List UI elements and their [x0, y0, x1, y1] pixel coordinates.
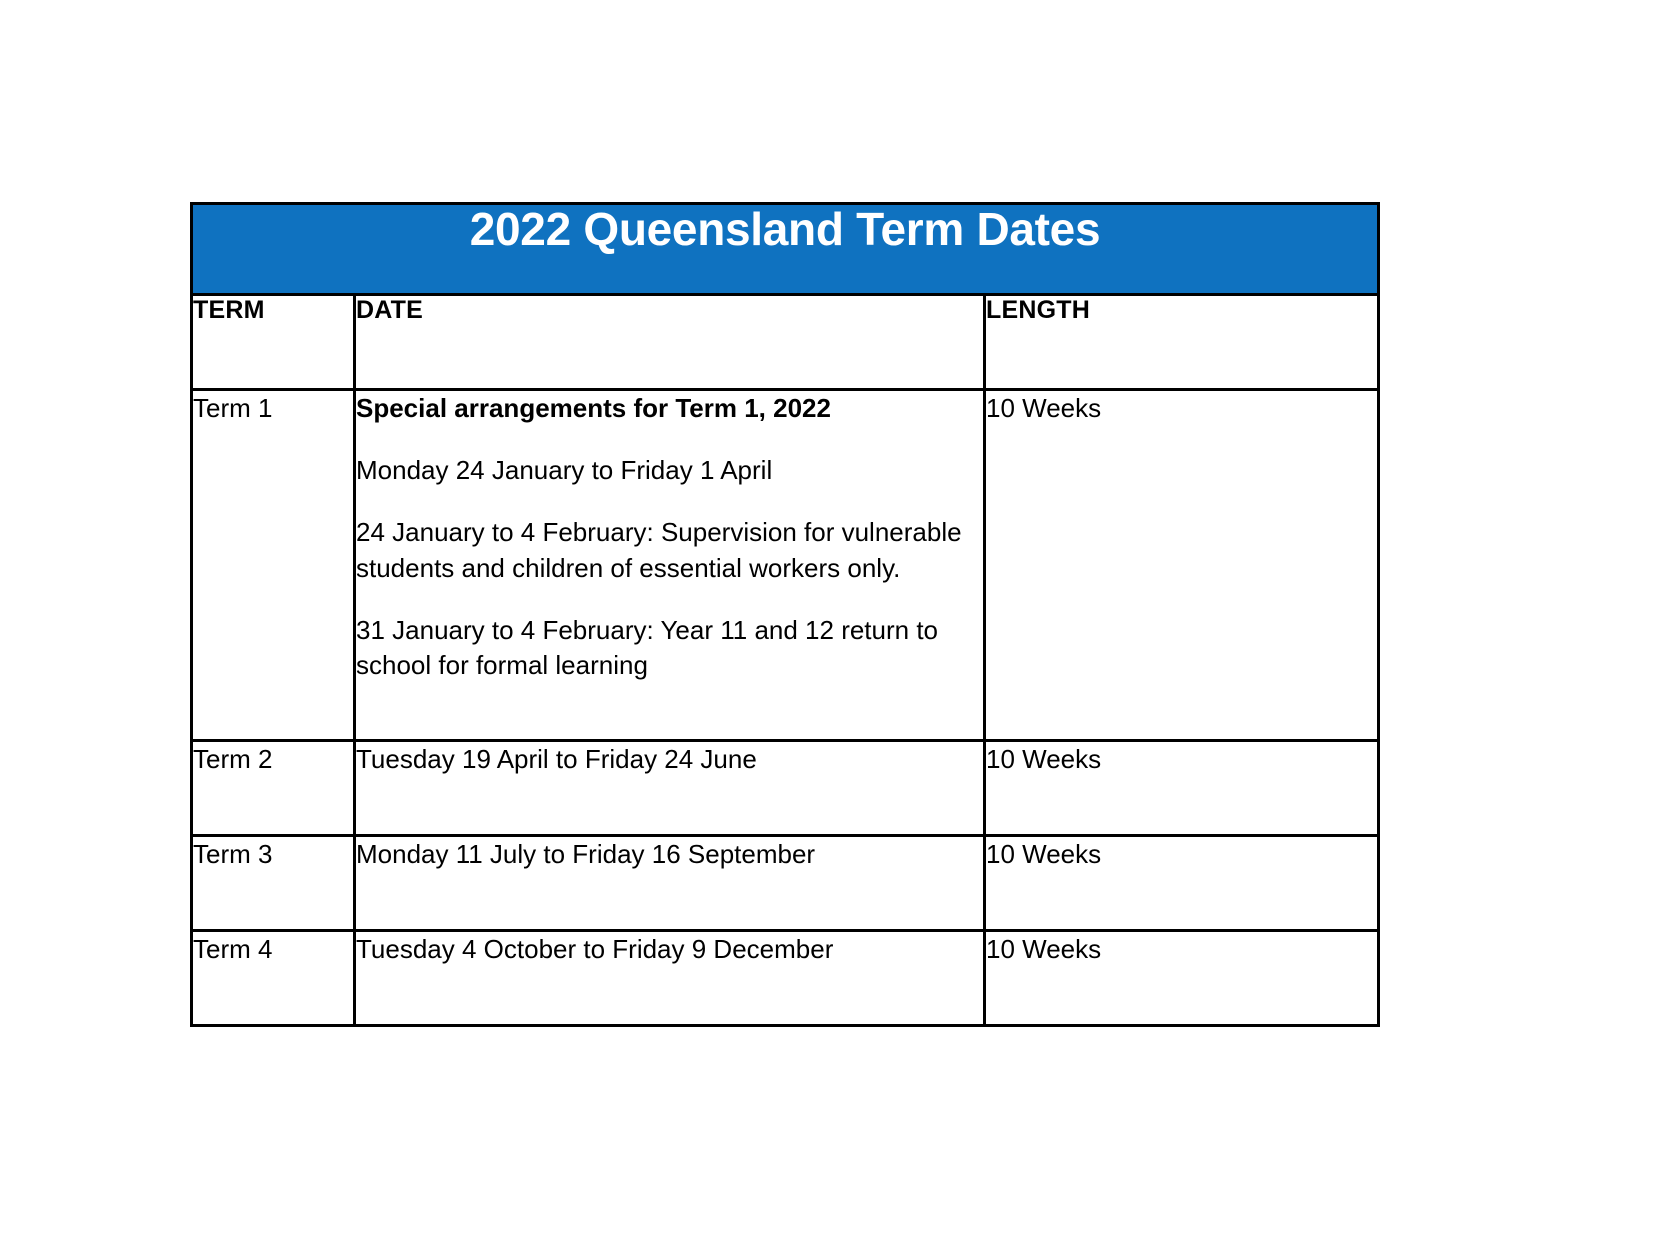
table-row	[192, 836, 1379, 931]
table-row	[192, 390, 1379, 741]
term-length-cell	[985, 741, 1379, 836]
term-length-label: 10 Weeks	[986, 744, 1102, 774]
term-date-paragraph: 31 January to 4 February: Year 11 and 12 return to school for formal learning	[356, 614, 939, 681]
term-date-paragraph: Monday 11 July to Friday 16 September	[356, 839, 816, 869]
table-title-row	[192, 204, 1379, 295]
term-date-paragraph: Special arrangements for Term 1, 2022	[356, 393, 831, 423]
term-length-cell	[985, 836, 1379, 931]
term-length-cell	[985, 390, 1379, 741]
term-length-label: 10 Weeks	[986, 839, 1102, 869]
term-date-paragraph: Monday 24 January to Friday 1 April	[356, 454, 773, 485]
term-length-label: 10 Weeks	[986, 934, 1102, 964]
term-label: Term 3	[193, 839, 273, 869]
column-header-length-label: LENGTH	[986, 296, 1090, 324]
term-date-cell	[355, 931, 985, 1026]
term-date-paragraph: Tuesday 19 April to Friday 24 June	[356, 744, 757, 774]
term-date-paragraph: 24 January to 4 February: Supervision for vulnerable students and children of essential workers only.	[356, 516, 962, 583]
table-header-row	[192, 295, 1379, 390]
column-header-length	[985, 295, 1379, 390]
column-header-date	[355, 295, 985, 390]
term-name-cell	[192, 741, 355, 836]
term-label: Term 4	[193, 934, 273, 964]
term-name-cell	[192, 390, 355, 741]
page-title: 2022 Queensland Term Dates	[469, 203, 1101, 255]
term-name-cell	[192, 836, 355, 931]
term-label: Term 2	[193, 744, 273, 774]
column-header-term-label: TERM	[193, 296, 265, 324]
term-date-cell	[355, 836, 985, 931]
table-row	[192, 931, 1379, 1026]
term-label: Term 1	[193, 393, 273, 423]
column-header-term	[192, 295, 355, 390]
table-row	[192, 741, 1379, 836]
term-length-label: 10 Weeks	[986, 393, 1102, 423]
term-date-cell	[355, 741, 985, 836]
column-header-date-label: DATE	[356, 296, 423, 324]
term-dates-table	[190, 202, 1380, 1027]
table-title-banner	[192, 204, 1379, 295]
term-name-cell	[192, 931, 355, 1026]
term-date-paragraph: Tuesday 4 October to Friday 9 December	[356, 934, 834, 964]
term-length-cell	[985, 931, 1379, 1026]
term-date-cell	[355, 390, 985, 741]
